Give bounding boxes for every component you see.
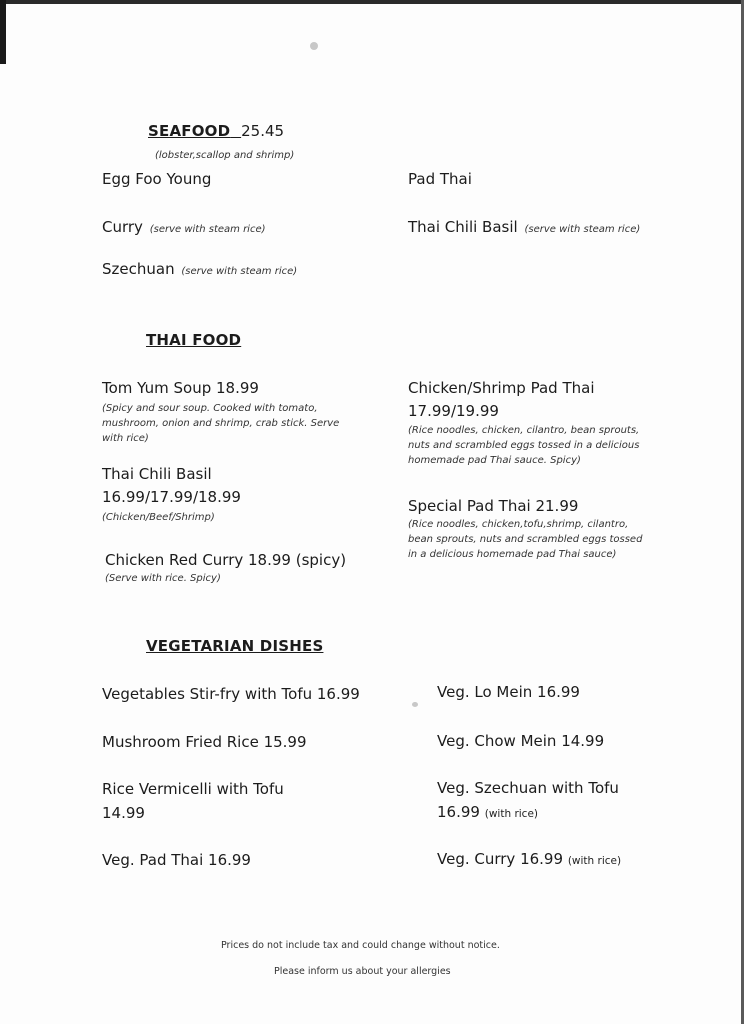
footer-allergies: Please inform us about your allergies: [274, 966, 451, 977]
seafood-price: 25.45: [241, 122, 285, 140]
veg-item-stir-fry: Vegetables Stir-fry with Tofu 16.99: [102, 685, 360, 703]
thai-item-chili-basil-desc: (Chicken/Beef/Shrimp): [102, 512, 215, 523]
veg-item-pad-thai: Veg. Pad Thai 16.99: [102, 851, 251, 869]
veg-item-curry: [437, 848, 621, 872]
seafood-item-pad-thai: [408, 168, 472, 190]
seafood-item-thai-chili-basil: [408, 216, 640, 241]
scan-edge-top: [0, 0, 744, 4]
item-name: Curry: [102, 218, 143, 236]
seafood-item-curry: [102, 216, 266, 241]
veg-item-chow-mein: Veg. Chow Mein 14.99: [437, 732, 605, 750]
item-name: Egg Foo Young: [102, 170, 212, 188]
item-price: 16.99: [437, 803, 480, 821]
thai-item-chili-basil-title: Thai Chili Basil: [102, 465, 212, 483]
veg-item-szechuan-title: Veg. Szechuan with Tofu: [437, 779, 619, 797]
thai-item-tom-yum-title: Tom Yum Soup 18.99: [102, 379, 259, 397]
item-note: (with rice): [567, 855, 622, 867]
thai-item-red-curry-desc: (Serve with rice. Spicy): [105, 573, 221, 584]
thai-item-tom-yum-desc: (Spicy and sour soup. Cooked with tomato, mushroom, onion and shrimp, crab stick. Serve with rice): [102, 403, 340, 444]
vegetarian-heading: VEGETARIAN DISHES: [146, 637, 324, 655]
item-name: Pad Thai: [408, 170, 472, 188]
seafood-subtitle: (lobster,scallop and shrimp): [155, 150, 295, 161]
scan-smudge: [412, 702, 418, 707]
item-note: (with rice): [484, 808, 539, 820]
item-note: (serve with steam rice): [181, 266, 298, 277]
item-note: (serve with steam rice): [524, 224, 641, 235]
seafood-heading: SEAFOOD: [148, 122, 231, 140]
seafood-heading-line: [148, 121, 284, 140]
veg-item-rice-vermicelli-price: 14.99: [102, 804, 145, 822]
thai-item-special-pad-thai-title: Special Pad Thai 21.99: [408, 497, 579, 515]
thai-item-special-pad-thai-desc: (Rice noodles, chicken,tofu,shrimp, cilantro, bean sprouts, nuts and scrambled eggs tossed in a delicious homemade pad Thai sauce): [408, 519, 643, 560]
thai-item-pad-thai-title: Chicken/Shrimp Pad Thai: [408, 379, 595, 397]
seafood-item-szechuan: [102, 258, 297, 283]
veg-item-mushroom-fried-rice: Mushroom Fried Rice 15.99: [102, 733, 307, 751]
veg-item-szechuan-price-line: [437, 801, 538, 825]
seafood-item-egg-foo-young: [102, 168, 211, 190]
item-note: (serve with steam rice): [149, 224, 266, 235]
thai-item-pad-thai-price: 17.99/19.99: [408, 402, 499, 420]
item-name: Veg. Curry 16.99: [437, 850, 564, 868]
thai-item-pad-thai-desc: (Rice noodles, chicken, cilantro, bean sprouts, nuts and scrambled eggs tossed in a delicious homemade pad Thai sauce. Spicy): [408, 425, 640, 466]
item-name: Thai Chili Basil: [408, 218, 518, 236]
scan-edge-left: [0, 0, 6, 64]
thai-item-red-curry-title: Chicken Red Curry 18.99 (spicy): [105, 551, 347, 569]
thai-heading: THAI FOOD: [146, 331, 242, 349]
scan-smudge: [310, 42, 318, 50]
veg-item-lo-mein: Veg. Lo Mein 16.99: [437, 683, 580, 701]
footer-notice: Prices do not include tax and could change without notice.: [221, 940, 500, 951]
item-name: Szechuan: [102, 260, 175, 278]
veg-item-rice-vermicelli-title: Rice Vermicelli with Tofu: [102, 780, 284, 798]
thai-item-chili-basil-price: 16.99/17.99/18.99: [102, 488, 241, 506]
